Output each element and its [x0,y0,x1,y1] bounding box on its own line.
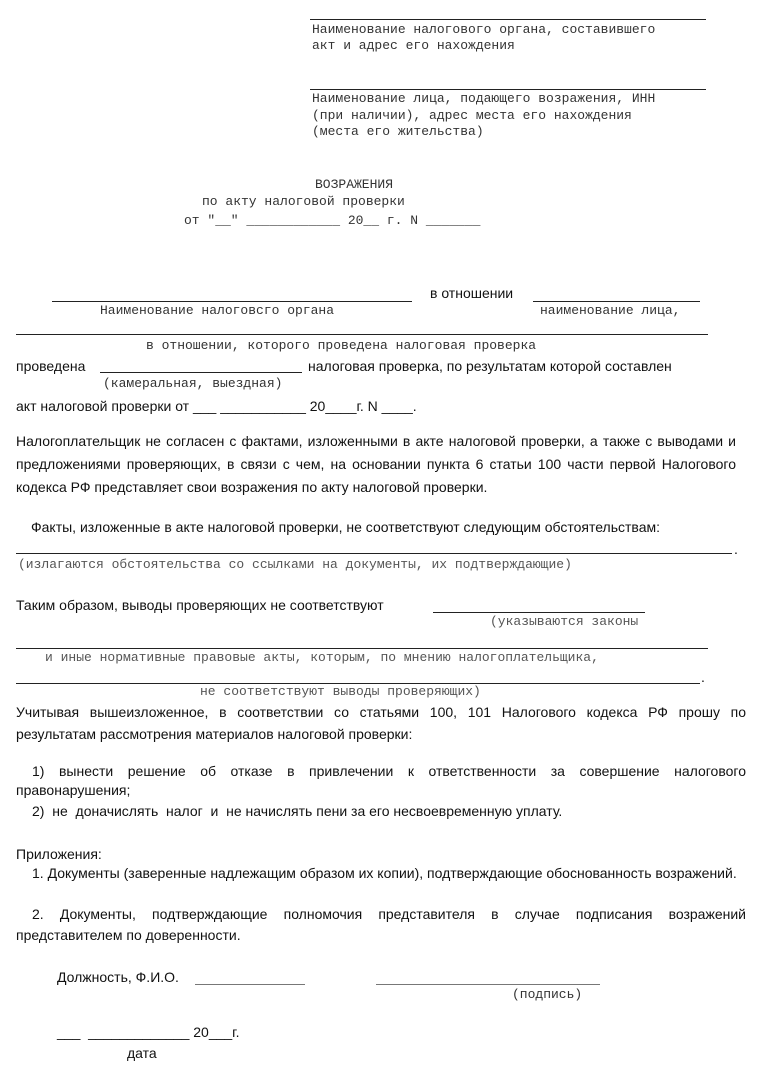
applicant-caption: (места его жительства) [312,124,484,139]
attachment-item-1: 1. Документы (заверенные надлежащим образом их копии), подтверждающие обоснованность возражений. [32,865,737,881]
conducted-suffix: налоговая проверка, по результатам которой составлен [308,358,672,374]
audit-type-line [100,372,302,373]
applicant-caption: Наименование лица, подающего возражения, ИНН [312,91,656,106]
person-name-line [533,301,700,302]
laws-caption: и иные нормативные правовые акты, которым, по мнению налогоплательщика, [45,650,599,665]
request-paragraph: Учитывая вышеизложенное, в соответствии со статьями 100, 101 Налогового кодекса РФ прошу по результатам рассмотрения материалов налоговой проверки: [16,704,746,742]
laws-blank-line-2 [16,648,708,649]
facts-blank-line [16,553,732,554]
attachment-item-2: 2. Документы, подтверждающие полномочия представителя в случае подписания возражений представителем по доверенности. [16,906,746,943]
date-caption: дата [127,1045,157,1061]
authority-name-caption: Наименование налоговсго органа [100,303,335,318]
authority-caption: акт и адрес его нахождения [312,38,515,53]
act-date-line: акт налоговой проверки от ___ ___________ 20____г. N ____. [16,398,417,414]
applicant-blank-line [310,89,706,90]
request-item-2: 2) не доначислять налог и не начислять пени за его несвоевременную уплату. [32,803,563,819]
laws-blank-line [433,612,645,613]
person-name-caption: наименование лица, [540,303,681,318]
facts-period: . [734,541,738,557]
signature-caption: (подпись) [512,987,583,1002]
position-name-label: Должность, Ф.И.О. [57,969,179,985]
document-title: ВОЗРАЖЕНИЯ [315,177,394,192]
laws-caption: не соответствуют выводы проверяющих) [200,684,481,699]
checked-person-line [16,334,708,335]
authority-blank-line [310,19,706,20]
signature-line [376,984,600,985]
applicant-caption: (при наличии), адрес места его нахождения [312,108,632,123]
audit-type-caption: (камеральная, выездная) [103,376,283,391]
conducted-prefix: проведена [16,358,86,374]
thus-statement: Таким образом, выводы проверяющих не соответствуют [16,597,384,613]
document-date-number: от "__" ____________ 20__ г. N _______ [184,213,481,228]
document-subtitle: по акту налоговой проверки [202,194,405,209]
objection-paragraph: Налогоплательщик не согласен с фактами, изложенными в акте налоговой проверки, а также с выводами и предложениями проверяющих, в связи с чем, на основании пункта 6 статьи 100 части первой Налогового кодекса РФ представляет свои возражения по акту налоговой проверки. [16,433,736,495]
date-line: ___ _____________ 20___г. [57,1024,240,1040]
facts-statement: Факты, изложенные в акте налоговой проверки, не соответствуют следующим обстоятельствам: [31,519,661,535]
laws-caption: (указываются законы [490,614,639,629]
authority-caption: Наименование налогового органа, составившего [312,22,656,37]
laws-period: . [701,669,705,685]
request-item-1: 1) вынести решение об отказе в привлечении к ответственности за совершение налогового правонарушения; [16,763,746,798]
checked-person-caption: в отношении, которого проведена налоговая проверка [146,338,537,353]
position-name-line [195,984,305,985]
facts-caption: (излагаются обстоятельства со ссылками на документы, их подтверждающие) [18,557,572,572]
attachments-heading: Приложения: [16,846,102,862]
in-relation-label: в отношении [430,285,514,301]
authority-name-line [52,301,412,302]
